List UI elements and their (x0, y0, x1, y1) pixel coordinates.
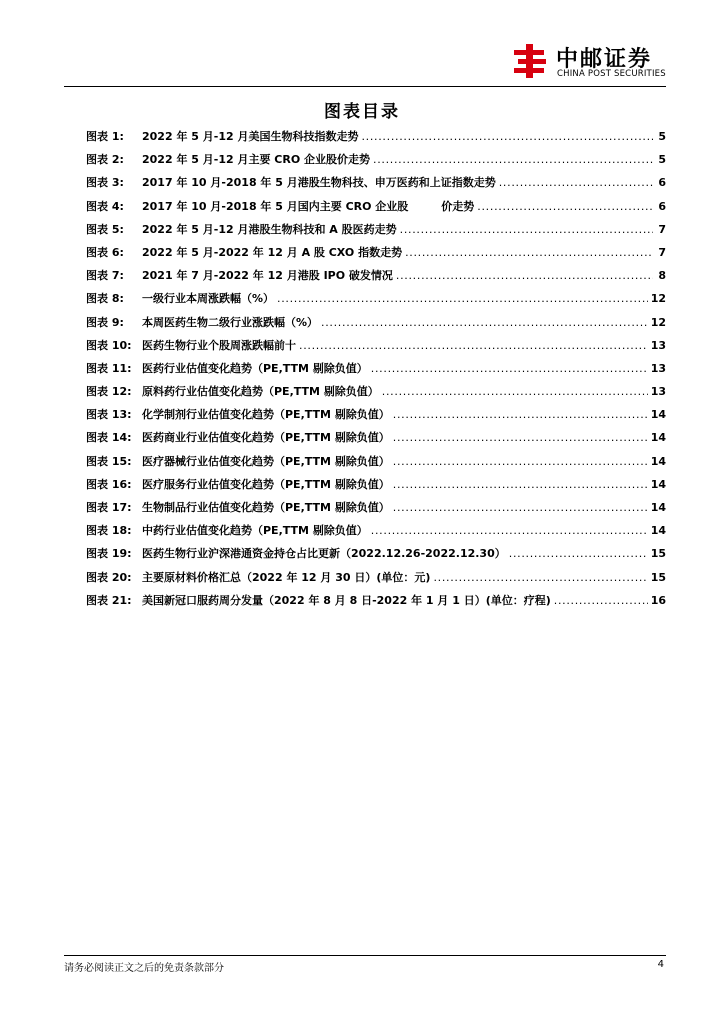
toc-entry[interactable] (86, 453, 666, 476)
toc-entry[interactable] (86, 522, 666, 545)
toc-entry[interactable] (86, 499, 666, 522)
toc-entry[interactable] (86, 267, 666, 290)
dot-leader (361, 130, 653, 143)
toc-entry-label: 图表 11: (86, 361, 132, 375)
toc-entry-text: 2022 年 5 月-12 月港股生物科技和 A 股医药走势 (142, 222, 397, 236)
toc-entry-label: 图表 20: (86, 570, 132, 584)
toc-entry-label: 图表 21: (86, 593, 132, 607)
toc-entry[interactable] (86, 198, 666, 221)
toc-entry-page: 14 (650, 477, 666, 491)
toc-entry-text: 化学制剂行业估值变化趋势（PE,TTM 剔除负值） (142, 408, 390, 422)
toc-entry-page: 12 (650, 315, 666, 329)
toc-entry-text: 医药生物行业沪深港通资金持仓占比更新（2022.12.26-2022.12.30） (142, 547, 506, 561)
dot-leader (393, 431, 648, 444)
toc-entry-text: 本周医药生物二级行业涨跌幅（%） (142, 315, 319, 329)
toc-entry-text: 2022 年 5 月-2022 年 12 月 A 股 CXO 指数走势 (142, 245, 403, 259)
brand-subtitle: CHINA POST SECURITIES (557, 69, 666, 79)
toc-entry-label: 图表 2: (86, 153, 124, 167)
toc-entry-page: 13 (650, 338, 666, 352)
dot-leader (405, 246, 653, 259)
toc-entry-text: 原料药行业估值变化趋势（PE,TTM 剔除负值） (142, 385, 379, 399)
toc-entry-page: 6 (658, 199, 666, 213)
toc-entry[interactable] (86, 406, 666, 429)
dot-leader (373, 153, 653, 166)
toc-entry-page: 14 (650, 454, 666, 468)
footer-divider (64, 955, 666, 956)
toc-entry[interactable] (86, 128, 666, 151)
toc-entry-text: 2017 年 10 月-2018 年 5 月国内主要 CRO 企业股 价走势 (142, 199, 475, 213)
page-number: 4 (657, 959, 664, 970)
toc-entry-label: 图表 12: (86, 385, 132, 399)
toc-entry-text: 医疗器械行业估值变化趋势（PE,TTM 剔除负值） (142, 454, 390, 468)
toc-entry-label: 图表 6: (86, 245, 124, 259)
toc-entry[interactable] (86, 569, 666, 592)
toc-entry-page: 16 (650, 593, 666, 607)
toc-entry[interactable] (86, 314, 666, 337)
toc-entry[interactable] (86, 360, 666, 383)
dot-leader (393, 478, 648, 491)
toc-entry-text: 2022 年 5 月-12 月美国生物科技指数走势 (142, 130, 359, 143)
toc-entry[interactable] (86, 244, 666, 267)
toc-entry[interactable] (86, 383, 666, 406)
toc-entry-text: 2017 年 10 月-2018 年 5 月港股生物科技、申万医药和上证指数走势 (142, 176, 496, 190)
dot-leader (393, 408, 648, 421)
toc-entry-label: 图表 10: (86, 338, 132, 352)
toc-entry-text: 医药行业估值变化趋势（PE,TTM 剔除负值） (142, 361, 368, 375)
toc-title: 图表目录 (324, 102, 400, 122)
toc-entry-label: 图表 19: (86, 547, 132, 561)
toc-entry-page: 7 (658, 222, 666, 236)
header-divider (64, 86, 666, 87)
dot-leader (509, 547, 648, 560)
toc-entry[interactable] (86, 221, 666, 244)
toc-entry-page: 14 (650, 501, 666, 514)
toc-entry-label: 图表 18: (86, 524, 132, 538)
toc-entry-label: 图表 17: (86, 501, 132, 514)
toc-entry-text: 医疗服务行业估值变化趋势（PE,TTM 剔除负值） (142, 477, 390, 491)
toc-entry[interactable] (86, 592, 666, 615)
toc-entry-label: 图表 13: (86, 408, 132, 422)
disclaimer-note: 请务必阅读正文之后的免责条款部分 (64, 963, 224, 974)
dot-leader (321, 316, 648, 329)
dot-leader (477, 200, 653, 213)
toc-entry-label: 图表 3: (86, 176, 124, 190)
toc-entry-label: 图表 8: (86, 292, 124, 306)
dot-leader (371, 362, 648, 375)
toc-entry-page: 15 (650, 570, 666, 584)
toc-entry-label: 图表 7: (86, 269, 124, 283)
toc-entry-page: 8 (658, 269, 666, 283)
dot-leader (393, 501, 648, 514)
toc-entry-label: 图表 14: (86, 431, 132, 445)
dot-leader (277, 292, 648, 305)
toc-entry-label: 图表 5: (86, 222, 124, 236)
toc-entry-page: 14 (650, 431, 666, 445)
toc-entry-text: 2021 年 7 月-2022 年 12 月港股 IPO 破发情况 (142, 269, 393, 283)
toc-entry-page: 14 (650, 524, 666, 538)
toc-entry-page: 14 (650, 408, 666, 422)
dot-leader (299, 339, 648, 352)
brand-name: 中邮证券 (556, 47, 653, 72)
dot-leader (400, 223, 653, 236)
toc-entry[interactable] (86, 151, 666, 174)
toc-entry-page: 12 (650, 292, 666, 306)
toc-entry-label: 图表 4: (86, 199, 124, 213)
toc-entry[interactable] (86, 290, 666, 313)
dot-leader (554, 594, 648, 607)
china-post-logo-icon (512, 42, 550, 80)
toc-entry-text: 中药行业估值变化趋势（PE,TTM 剔除负值） (142, 524, 368, 538)
toc-entry[interactable] (86, 337, 666, 360)
toc-entry-text: 医药生物行业个股周涨跌幅前十 (142, 338, 296, 352)
toc-entry-label: 图表 1: (86, 130, 124, 143)
dot-leader (396, 269, 653, 282)
toc-entry[interactable] (86, 174, 666, 197)
dot-leader (371, 524, 648, 537)
toc-entry-page: 5 (658, 153, 666, 167)
toc-entry-label: 图表 15: (86, 454, 132, 468)
toc-entry-label: 图表 16: (86, 477, 132, 491)
toc-entry-page: 13 (650, 361, 666, 375)
toc-entry[interactable] (86, 545, 666, 568)
toc-entry-text: 医药商业行业估值变化趋势（PE,TTM 剔除负值） (142, 431, 390, 445)
table-of-figures (86, 128, 666, 615)
dot-leader (393, 455, 648, 468)
toc-entry-page: 15 (650, 547, 666, 561)
toc-entry[interactable] (86, 429, 666, 452)
toc-entry-text: 美国新冠口服药周分发量（2022 年 8 月 8 日-2022 年 1 月 1 日）(单位：疗程) (142, 593, 551, 607)
toc-entry-page: 5 (658, 130, 666, 143)
dot-leader (382, 385, 648, 398)
toc-entry-text: 生物制品行业估值变化趋势（PE,TTM 剔除负值） (142, 501, 390, 514)
dot-leader (433, 571, 647, 584)
company-logo (512, 40, 672, 84)
toc-entry-page: 6 (658, 176, 666, 190)
dot-leader (499, 176, 653, 189)
toc-entry-page: 7 (658, 245, 666, 259)
toc-entry-text: 2022 年 5 月-12 月主要 CRO 企业股价走势 (142, 153, 371, 167)
toc-entry-page: 13 (650, 385, 666, 399)
toc-entry-text: 一级行业本周涨跌幅（%） (142, 292, 275, 306)
toc-entry-text: 主要原材料价格汇总（2022 年 12 月 30 日）(单位：元) (142, 570, 431, 584)
toc-entry-label: 图表 9: (86, 315, 124, 329)
toc-entry[interactable] (86, 476, 666, 499)
